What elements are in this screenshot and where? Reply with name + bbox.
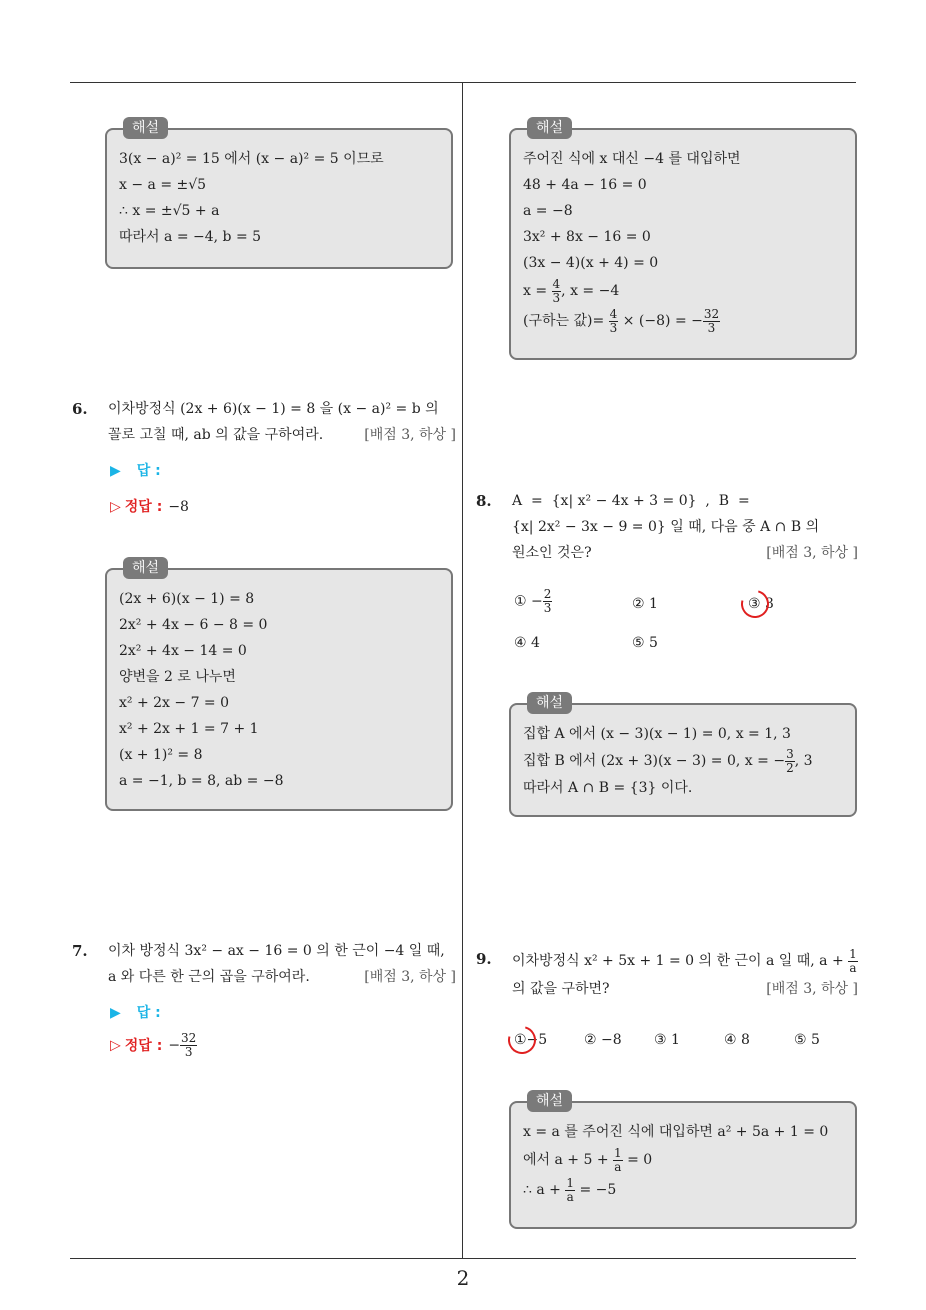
question-text: 원소인 것은? — [512, 545, 592, 561]
option-3[interactable]: ③ 3 — [748, 596, 774, 612]
solution-line: x² + 2x + 1 = 7 + 1 — [119, 721, 259, 737]
option-4[interactable]: ④ 8 — [724, 1032, 750, 1048]
solution-line: 2x² + 4x − 14 = 0 — [119, 643, 247, 659]
question-text: 이차방정식 x² + 5x + 1 = 0 의 한 근이 a 일 때, a + $\frac{1}{a}$ — [512, 946, 857, 975]
solution-box-9 — [509, 1093, 857, 1229]
score-meta: [배점 3, 하상 ] — [766, 981, 858, 997]
question-text: a 와 다른 한 근의 곱을 구하여라. — [108, 969, 310, 985]
option-2[interactable]: ② 1 — [632, 596, 658, 612]
solution-box-8 — [509, 695, 857, 817]
answer-field-6[interactable] — [110, 460, 161, 480]
correct-value: − — [168, 1037, 181, 1054]
solution-line: ∴ x = ±√5 + a — [119, 203, 220, 219]
outline-arrow-icon: ▷ — [110, 1037, 121, 1054]
play-arrow-icon: ▶ — [110, 463, 121, 479]
question-text: 이차 방정식 3x² − ax − 16 = 0 의 한 근이 −4 일 때, — [108, 943, 445, 959]
page-number: 2 — [456, 1266, 470, 1290]
question-number: 8. — [476, 492, 492, 510]
fraction: $\frac{4}{3}$ — [609, 306, 618, 335]
solution-tag: 해설 — [527, 1090, 572, 1112]
solution-line: a = −1, b = 8, ab = −8 — [119, 773, 284, 789]
question-number: 9. — [476, 950, 492, 968]
solution-line: ∴ a + $\frac{1}{a}$ = −5 — [523, 1175, 617, 1204]
question-text: {x| 2x² − 3x − 9 = 0} 일 때, 다음 중 A ∩ B 의 — [512, 519, 820, 535]
outline-arrow-icon: ▷ — [110, 499, 121, 515]
fraction: $\frac{3}{2}$ — [786, 746, 794, 775]
solution-line: x = $\frac{4}{3}$ , x = −4 — [523, 276, 620, 305]
fraction: $\frac{32}{3}$ — [703, 306, 720, 335]
selected-mark-icon — [503, 1021, 541, 1059]
solution-line: 3x² + 8x − 16 = 0 — [523, 229, 651, 245]
solution-line: x = a 를 주어진 식에 대입하면 a² + 5a + 1 = 0 — [523, 1124, 829, 1140]
correct-answer-6 — [110, 496, 189, 516]
question-text: 이차방정식 (2x + 6)(x − 1) = 8 을 (x − a)² = b 의 — [108, 401, 439, 417]
solution-line: (x + 1)² = 8 — [119, 747, 203, 763]
option-4[interactable]: ④ 4 — [514, 635, 540, 651]
solution-box-6 — [105, 560, 453, 811]
solution-line: 2x² + 4x − 6 − 8 = 0 — [119, 617, 268, 633]
fraction: $\frac{4}{3}$ — [552, 276, 561, 305]
solution-line: 에서 a + 5 + $\frac{1}{a}$ = 0 — [523, 1145, 653, 1174]
solution-line: 3(x − a)² = 15 에서 (x − a)² = 5 이므로 — [119, 151, 384, 167]
selected-mark-icon — [736, 585, 774, 623]
solution-line: 집합 A 에서 (x − 3)(x − 1) = 0, x = 1, 3 — [523, 726, 791, 742]
answer-label: 답 : — [136, 463, 161, 479]
fraction: $\frac{1}{a}$ — [614, 1145, 622, 1174]
fraction: $\frac{1}{a}$ — [566, 1175, 574, 1204]
solution-line: 집합 B 에서 (2x + 3)(x − 3) = 0, x = − $\frac{3}{2}$ , 3 — [523, 746, 813, 775]
solution-tag: 해설 — [527, 117, 572, 139]
option-5[interactable]: ⑤ 5 — [632, 635, 658, 651]
solution-line: x − a = ±√5 — [119, 177, 207, 193]
option-3[interactable]: ③ 1 — [654, 1032, 680, 1048]
bottom-rule — [70, 1258, 856, 1259]
correct-answer-7 — [110, 1032, 197, 1059]
answer-field-7[interactable] — [110, 1002, 161, 1022]
solution-line: (2x + 6)(x − 1) = 8 — [119, 591, 255, 607]
score-meta: [배점 3, 하상 ] — [766, 545, 858, 561]
column-divider — [462, 82, 463, 1259]
solution-tag: 해설 — [123, 117, 168, 139]
fraction: $\frac{2}{3}$ — [543, 587, 552, 615]
question-text: 꼴로 고칠 때, ab 의 값을 구하여라. — [108, 427, 324, 443]
solution-box-7 — [509, 120, 857, 360]
fraction: $\frac{32}{3}$ — [181, 1031, 197, 1059]
question-number: 7. — [72, 942, 88, 960]
correct-value: −8 — [168, 499, 189, 515]
question-text: A = {x| x² − 4x + 3 = 0} , B = — [512, 493, 750, 509]
correct-label: 정답 : — [124, 1037, 163, 1054]
solution-tag: 해설 — [527, 692, 572, 714]
answer-label: 답 : — [136, 1005, 161, 1021]
solution-line: (구하는 값)= $\frac{4}{3}$ × (−8) = − $\frac{32}{3}$ — [523, 306, 720, 335]
solution-line: 따라서 a = −4, b = 5 — [119, 229, 262, 245]
solution-box-5 — [105, 120, 453, 269]
score-meta: [배점 3, 하상 ] — [364, 969, 456, 985]
solution-line: (3x − 4)(x + 4) = 0 — [523, 255, 659, 271]
option-1[interactable]: ①−5 — [514, 1032, 548, 1048]
correct-label: 정답 : — [124, 499, 163, 515]
solution-line: x² + 2x − 7 = 0 — [119, 695, 230, 711]
solution-line: 주어진 식에 x 대신 −4 를 대입하면 — [523, 151, 741, 167]
option-1[interactable]: ① − $\frac{2}{3}$ — [514, 587, 552, 615]
top-rule — [70, 82, 856, 83]
question-text: 의 값을 구하면? — [512, 981, 610, 997]
option-2[interactable]: ② −8 — [584, 1032, 622, 1048]
fraction: $\frac{1}{a}$ — [849, 946, 857, 975]
option-5[interactable]: ⑤ 5 — [794, 1032, 820, 1048]
solution-line: 따라서 A ∩ B = {3} 이다. — [523, 780, 693, 796]
question-number: 6. — [72, 400, 88, 418]
solution-line: 양변을 2 로 나누면 — [119, 669, 236, 685]
score-meta: [배점 3, 하상 ] — [364, 427, 456, 443]
play-arrow-icon: ▶ — [110, 1005, 121, 1021]
solution-tag: 해설 — [123, 557, 168, 579]
solution-line: a = −8 — [523, 203, 573, 219]
solution-line: 48 + 4a − 16 = 0 — [523, 177, 647, 193]
